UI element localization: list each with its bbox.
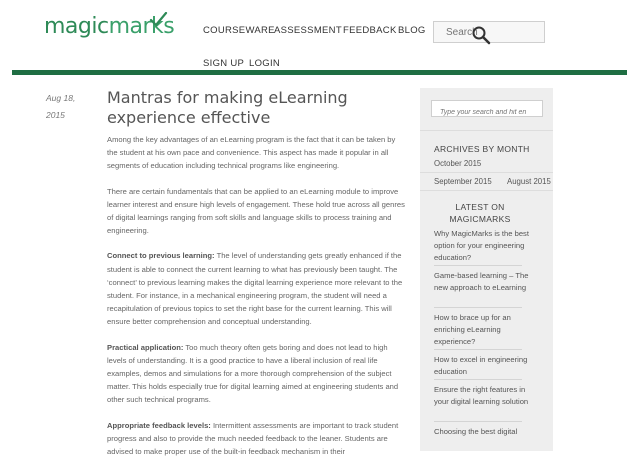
latest-separator — [434, 349, 522, 350]
post-paragraph — [107, 185, 405, 238]
post-title[interactable]: Mantras for making eLearning experience effective — [107, 88, 348, 127]
latest-separator — [434, 307, 522, 308]
post-paragraph — [107, 133, 405, 173]
sidebar-search-input[interactable] — [432, 105, 542, 120]
latest-post-link[interactable]: Ensure the right features in your digital learning solution — [434, 385, 529, 406]
nav-blog[interactable]: BLOG — [398, 25, 426, 36]
paragraph-text: Among the key advantages of an eLearning program is the fact that it can be taken by the student at his own pace and convenience. This aspect has made it popular in all segments of education including technical programs like engineering. — [107, 135, 396, 171]
post-paragraph — [107, 419, 405, 459]
paragraph-text: There are certain fundamentals that can be applied to an eLearning module to improve learner interest and ensure high levels of engagement. These hold true across all genres of digital learnings ranging from soft skills and language skills to process training and engineering. — [107, 186, 405, 236]
sidebar-divider — [420, 190, 553, 191]
paragraph-text: Too much theory often gets boring and does not lead to high levels of understanding. It is a good practice to have a liberal inclusion of real life examples, demos and simulations for a more thorough comprehension of the subject matter. This holds especially true for digital learning aimed at engineering students and other such technical programs. — [107, 342, 399, 405]
post-date-year: 2015 — [46, 110, 65, 120]
paragraph-heading: Connect to previous learning: — [107, 251, 215, 261]
post-paragraph — [107, 341, 405, 407]
latest-post-link[interactable]: How to excel in engineering education — [434, 355, 528, 376]
nav-sign-up[interactable]: SIGN UP — [203, 58, 245, 69]
latest-separator — [434, 265, 522, 266]
paragraph-text: The level of understanding gets greatly enhanced if the student is able to connect the current learning to what has previously been taught. The ‘connect’ to previous learning makes the digital learning experience more relevant to the student. For instance, in a mechanical engineering program, the student will need a recapitulation of previous topics to set the right base for the current learning. This will ensure better comprehension and conceptual understanding. — [107, 251, 403, 327]
post-paragraph — [107, 249, 405, 328]
paragraph-heading: Appropriate feedback levels: — [107, 420, 211, 430]
latest-post-link[interactable]: Choosing the best digital — [434, 427, 518, 436]
latest-post-link[interactable]: How to brace up for an enriching eLearning experience? — [434, 313, 511, 346]
nav-assessment[interactable]: ASSESSMENT — [274, 25, 342, 36]
archive-link-september[interactable]: September 2015 — [434, 177, 492, 186]
logo-text-magic: magic — [44, 14, 109, 39]
sidebar-search — [431, 100, 543, 117]
latest-separator — [434, 379, 522, 380]
latest-heading-line2: MAGICMARKS — [449, 214, 511, 224]
logo-check-icon — [148, 12, 168, 28]
archive-link-august[interactable]: August 2015 — [507, 177, 551, 186]
post-date-month: Aug 18, — [46, 93, 76, 103]
latest-heading-line1: LATEST ON — [455, 202, 505, 212]
archives-heading: ARCHIVES BY MONTH — [434, 144, 530, 154]
header-divider — [12, 70, 627, 75]
logo[interactable] — [44, 14, 174, 39]
post-content — [107, 133, 405, 470]
search-icon[interactable] — [471, 25, 491, 45]
logo-text-marks: marks — [108, 14, 175, 39]
nav-feedback[interactable]: FEEDBACK — [343, 25, 397, 36]
paragraph-text: Intermittent assessments are important to track student progress and also to provide the much needed feedback to the leaner. Students are advised to make proper use of the built-in feedback mechanism in their — [107, 420, 399, 457]
archive-link-october[interactable]: October 2015 — [434, 159, 482, 168]
paragraph-heading: Practical application: — [107, 342, 184, 352]
latest-separator — [434, 421, 522, 422]
sidebar — [420, 88, 553, 451]
sidebar-divider — [420, 130, 553, 131]
header-search — [433, 21, 545, 43]
sidebar-divider — [420, 172, 553, 173]
nav-courseware[interactable]: COURSEWARE — [203, 25, 275, 36]
latest-post-link[interactable]: Why MagicMarks is the best option for your engineering education? — [434, 229, 529, 262]
nav-login[interactable]: LOGIN — [249, 58, 281, 69]
latest-post-link[interactable]: Game-based learning – The new approach to eLearning — [434, 271, 529, 292]
